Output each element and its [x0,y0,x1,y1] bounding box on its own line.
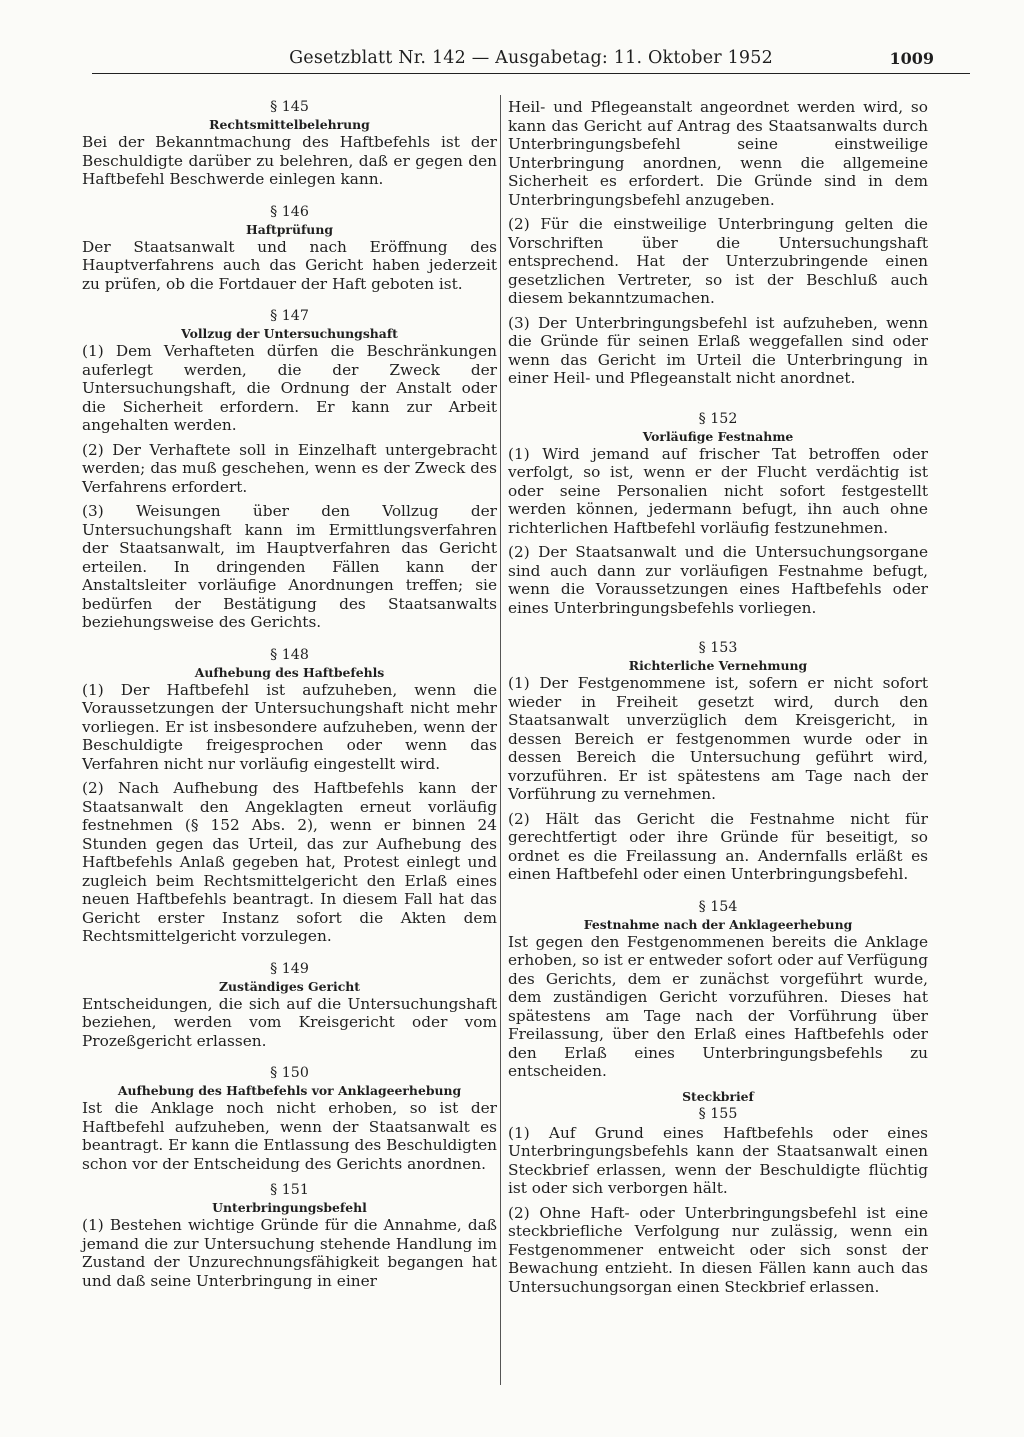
section-153 [508,639,928,884]
paragraph: (2) Der Verhaftete soll in Einzelhaft untergebracht werden; das muß geschehen, wenn es der Zweck des Verfahrens erfordert. [82,440,497,496]
section-148 [82,646,497,946]
section-152 [508,410,928,618]
section-150 [82,1064,497,1173]
section-145 [82,98,497,189]
section-heading: Aufhebung des Haftbefehls vor Anklageerhebung [117,1083,462,1098]
paragraph: (1) Auf Grund eines Haftbefehls oder eines Unterbringungsbefehls kann der Staatsanwalt einen Steckbrief erlassen, wenn der Beschuldigte flüchtig ist oder sich verborgen hält. [508,1123,928,1197]
header-title: Gesetzblatt Nr. 142 — Ausgabetag: 11. Oktober 1952 [289,48,773,68]
paragraph: (3) Weisungen über den Vollzug der Untersuchungshaft kann im Ermittlungsverfahren der Staatsanwalt, im Hauptverfahren das Gericht erteilen. In dringenden Fällen kann der Anstaltsleiter vorläufige Anordnungen treffen; sie bedürfen der Bestätigung des Staatsanwalts beziehungsweise des Gerichts. [82,502,497,631]
section-heading: Vollzug der Untersuchungshaft [181,326,398,341]
paragraph: (2) Hält das Gericht die Festnahme nicht für gerechtfertigt oder ihre Gründe für beseitigt, so ordnet es die Freilassung an. Andernfalls erläßt es einen Haftbefehl oder einen Unterbringungsbefehl. [508,809,928,883]
section-number: § 154 [698,898,738,915]
paragraph: Ist gegen den Festgenommenen bereits die Anklage erhoben, so ist er entweder sofort oder auf Verfügung des Gerichts, dem er zunächst vorgeführt wurde, dem zuständigen Gericht vorzuführen. Dieses hat spätestens am Tage nach der Vorführung über Freilassung, über den Erlaß eines Haftbefehls oder den Erlaß eines Unterbringungsbefehls zu entscheiden. [508,932,928,1080]
paragraph: (2) Der Staatsanwalt und die Untersuchungsorgane sind auch dann zur vorläufigen Festnahme befugt, wenn die Voraussetzungen eines Haftbefehls oder eines Unterbringungsbefehls vorliegen. [508,543,928,617]
section-147 [82,307,497,632]
header-rule [92,73,970,74]
page-number: 1009 [889,49,934,68]
section-heading: Rechtsmittelbelehrung [209,117,370,132]
section-number: § 151 [270,1182,309,1198]
section-heading: Aufhebung des Haftbefehls [194,664,385,680]
section-heading: Richterliche Vernehmung [628,658,808,673]
paragraph: Ist die Anklage noch nicht erhoben, so ist der Haftbefehl aufzuheben, wenn der Staatsanwalt es beantragt. Er kann die Entlassung des Beschuldigten schon vor der Entscheidung des Gerichts anordnen. [82,1099,497,1173]
paragraph: (2) Nach Aufhebung des Haftbefehls kann der Staatsanwalt den Angeklagten erneut vorläufig festnehmen (§ 152 Abs. 2), wenn er binnen 24 Stunden gegen das Urteil, das zur Aufhebung des Haftbefehls Anlaß gegeben hat, Protest einlegt und zugleich beim Rechtsmittelgericht den Erlaß eines neuen Haftbefehls beantragt. In diesem Fall hat das Gericht erster Instanz sofort die Akten dem Rechtsmittelgericht vorzulegen. [82,779,497,945]
section-number: § 153 [698,640,738,656]
paragraph: (1) Wird jemand auf frischer Tat betroffen oder verfolgt, so ist, wenn er der Flucht verdächtig ist oder seine Personalien nicht sofort festgestellt werden können, jedermann befugt, ihn auch ohne richterlichen Haftbefehl vorläufig festzunehmen. [508,444,928,537]
section-149 [82,960,497,1051]
section-number: § 146 [270,203,309,220]
paragraph: (2) Ohne Haft- oder Unterbringungsbefehl ist eine steckbriefliche Verfolgung nur zulässig, wenn ein Festgenommener entweicht oder sich sonst der Bewachung entzieht. In diesen Fällen kann auch das Untersuchungsorgan einen Steckbrief erlassen. [508,1203,928,1296]
page-header [92,44,970,74]
paragraph: Bei der Bekanntmachung des Haftbefehls ist der Beschuldigte darüber zu belehren, daß er gegen den Haftbefehl Beschwerde einlegen kann. [82,133,497,188]
paragraph: (1) Der Haftbefehl ist aufzuheben, wenn die Voraussetzungen der Untersuchungshaft nicht mehr vorliegen. Er ist insbesondere aufzuheben, wenn der Beschuldigte freigesprochen oder wenn das Verfahren nicht nur vorläufig eingestellt wird. [82,680,497,773]
section-heading: Zuständiges Gericht [219,978,360,994]
paragraph: Der Staatsanwalt und nach Eröffnung des Hauptverfahrens auch das Gericht haben jederzeit zu prüfen, ob die Fortdauer der Haft geboten ist. [82,237,497,293]
paragraph: (1) Bestehen wichtige Gründe für die Annahme, daß jemand die zur Untersuchung stehende Handlung im Zustand der Unzurechnungsfähigkeit begangen hat und daß seine Unterbringung in einer [82,1216,497,1290]
column-divider [500,95,501,1385]
section-number: § 152 [698,410,738,427]
section-number: § 145 [270,99,309,115]
section-number: § 149 [270,960,309,977]
section-heading: Unterbringungsbefehl [212,1200,367,1215]
section-number: § 155 [698,1105,738,1122]
section-number: § 148 [270,646,309,663]
right-column [508,98,928,1296]
paragraph: Entscheidungen, die sich auf die Untersuchungshaft beziehen, werden vom Kreisgericht oder vom Prozeßgericht erlassen. [82,994,497,1050]
paragraph: (3) Der Unterbringungsbefehl ist aufzuheben, wenn die Gründe für seinen Erlaß weggefallen sind oder wenn das Gericht im Urteil die Unterbringung in einer Heil- und Pflegeanstalt nicht anordnet. [508,313,928,387]
section-146 [82,203,497,294]
section-heading: Haftprüfung [245,221,333,237]
section-151-continued [508,98,928,388]
paragraph: Heil- und Pflegeanstalt angeordnet werden wird, so kann das Gericht auf Antrag des Staatsanwalts durch Unterbringungsbefehl seine einstweilige Unterbringung anordnen, wenn die allgemeine Sicherheit es erfordert. Die Gründe sind in dem Unterbringungsbefehl anzugeben. [508,98,928,209]
left-column [82,98,497,1290]
section-heading: Festnahme nach der Anklageerhebung [583,916,853,932]
section-151 [82,1181,497,1290]
section-number: § 150 [270,1065,309,1081]
paragraph: (2) Für die einstweilige Unterbringung gelten die Vorschriften über die Untersuchungshaft entsprechend. Hat der Unterzubringende einen gesetzlichen Vertreter, so ist der Beschluß auch diesem bekanntzumachen. [508,215,928,307]
section-heading: Steckbrief [682,1088,754,1104]
paragraph: (1) Der Festgenommene ist, sofern er nicht sofort wieder in Freiheit gesetzt wird, durch den Staatsanwalt unverzüglich dem Kreisgericht, in dessen Bereich er festgenommen wurde oder in dessen Bereich die Untersuchung geführt wird, vorzuführen. Er ist spätestens am Tage nach der Vorführung zu vernehmen. [508,674,928,803]
section-154 [508,898,928,1081]
section-155 [508,1089,928,1297]
paragraph: (1) Dem Verhafteten dürfen die Beschränkungen auferlegt werden, die der Zweck der Untersuchungshaft, die Ordnung der Anstalt oder die Sicherheit erfordern. Er kann zur Arbeit angehalten werden. [82,342,497,434]
section-heading: Vorläufige Festnahme [642,428,794,444]
section-number: § 147 [270,308,309,324]
